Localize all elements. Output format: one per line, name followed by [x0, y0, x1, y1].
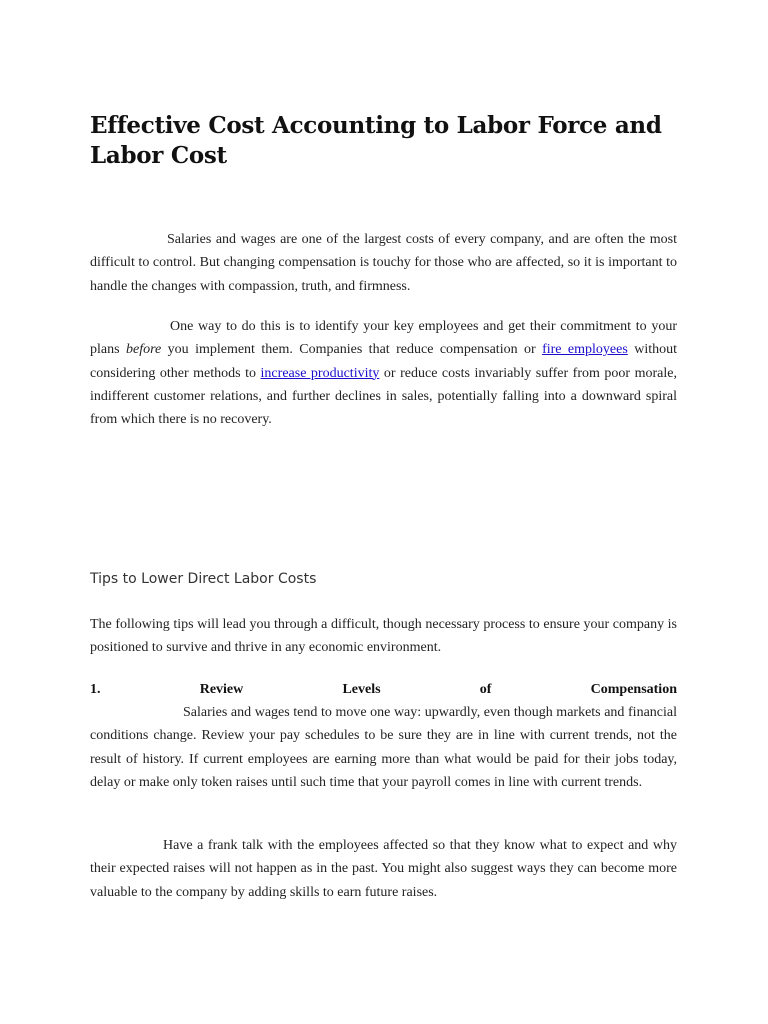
increase-productivity-link[interactable]: increase productivity [260, 365, 380, 381]
step-1-body-2-text: Have a frank talk with the employees affected so that they know what to expect and why their expected raises will not happen as in the past. You might also suggest ways they can become more valuable to the company by adding skills to earn future raises. [90, 838, 677, 900]
step-1-body [90, 701, 677, 794]
step-1-number: 1. [90, 682, 101, 697]
section-intro-paragraph: The following tips will lead you through a difficult, though necessary process to ensure your company is positioned to survive and thrive in any economic environment. [90, 617, 677, 656]
step-1-body-text: Salaries and wages tend to move one way: upwardly, even though markets and financial conditions change. Review your pay schedules to be sure they are in line with current trends, not the result of history. If current employees are earning more than what would be paid for their jobs today, delay or make only token raises until such time that your payroll comes in line with current trends. [90, 705, 677, 790]
step-1-heading [90, 678, 677, 701]
emphasis-before: before [125, 342, 162, 358]
step-1-body-2 [90, 834, 677, 904]
intro-paragraph-2-text-c: without considering other methods to [90, 342, 677, 381]
step-1-word-2: Levels [342, 682, 381, 697]
step-1-word-1: Review [199, 682, 244, 697]
intro-paragraph-2-text-b: you implement them. Companies that reduce compensation or [161, 342, 543, 358]
intro-paragraph-1-text: Salaries and wages are one of the largest costs of every company, and are often the most difficult to control. But changing compensation is touchy for those who are affected, so it is important to handle the changes with compassion, truth, and firmness. [90, 232, 677, 294]
section-heading: Tips to Lower Direct Labor Costs [90, 571, 317, 587]
intro-paragraph-2 [90, 315, 677, 431]
document-title: Effective Cost Accounting to Labor Force and Labor Cost [90, 112, 662, 169]
fire-employees-link[interactable]: fire employees [542, 342, 628, 358]
intro-paragraph-2-text-a: One way to do this is to identify your key employees and get their commitment to your plans [90, 319, 677, 358]
intro-paragraph-2-text-d: or reduce costs invariably suffer from poor morale, indifferent customer relations, and further declines in sales, potentially falling into a downward spiral from which there is no recovery. [90, 365, 677, 428]
step-1-word-3: of [479, 682, 492, 697]
step-1-word-4: Compensation [590, 682, 677, 697]
intro-paragraph-1 [90, 228, 677, 298]
